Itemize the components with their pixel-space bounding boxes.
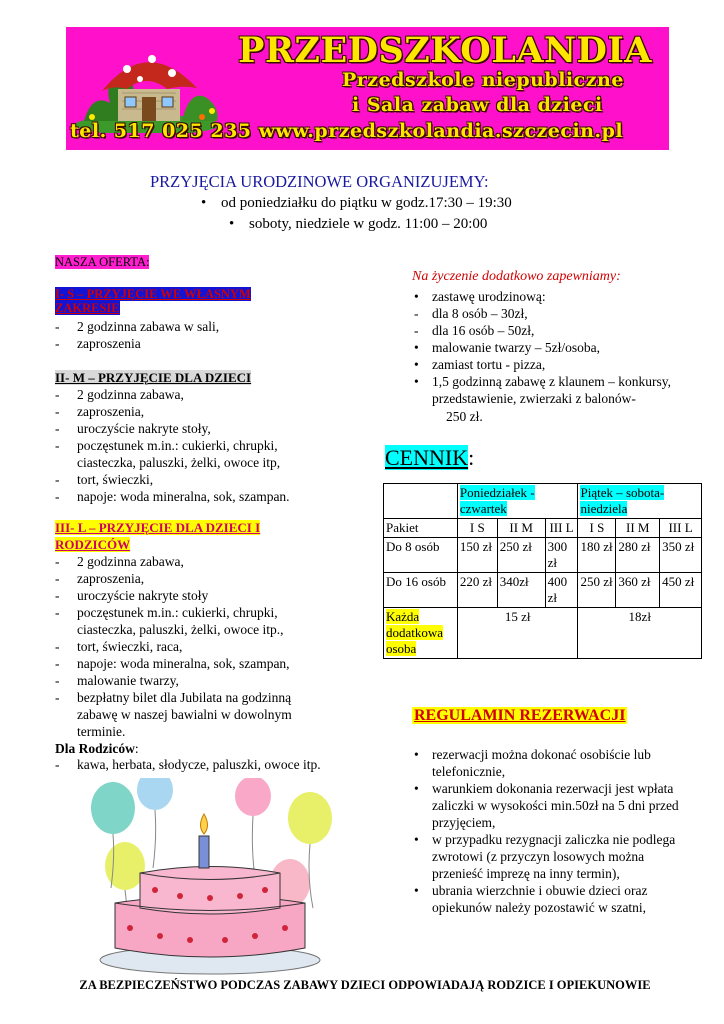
price-cell: 350 zł — [660, 538, 702, 573]
price-cell: 340zł — [497, 573, 545, 608]
list-item: - 2 godzinna zabawa, — [55, 553, 325, 570]
pricing-table — [383, 483, 702, 659]
package-m-list — [55, 386, 325, 505]
col-header: II M — [616, 519, 660, 538]
banner-title: PRZEDSZKOLANDIA — [238, 30, 652, 71]
cottage-logo-image — [72, 33, 222, 133]
price-cell: 18zł — [578, 608, 702, 659]
table-row — [384, 608, 702, 659]
list-item: - malowanie twarzy, — [55, 672, 325, 689]
col-header: III L — [545, 519, 578, 538]
extra-person-label: Każda dodatkowa osoba — [386, 609, 444, 656]
extras-list — [412, 288, 682, 407]
banner-contact: tel. 517 025 235 www.przedszkolandia.szczecin.pl — [70, 120, 624, 142]
list-item: - tort, świeczki, raca, — [55, 638, 325, 655]
price-cell: 280 zł — [616, 538, 660, 573]
list-item: - tort, świeczki, — [55, 471, 325, 488]
package-m-heading: II- M – PRZYJĘCIE DLA DZIECI — [55, 370, 252, 385]
list-item: - 2 godzinna zabawa w sali, — [55, 318, 335, 335]
price-cell: 15 zł — [457, 608, 578, 659]
list-item: - poczęstunek m.in.: cukierki, chrupki, ciasteczka, paluszki, żelki, owoce itp., — [55, 604, 325, 638]
list-item: • malowanie twarzy – 5zł/osoba, — [412, 339, 682, 356]
price-cell: 400 zł — [545, 573, 578, 608]
rules-heading: REGULAMIN REZERWACJI — [414, 707, 626, 724]
price-cell: 250 zł — [578, 573, 616, 608]
list-item: - zaproszenia, — [55, 403, 325, 420]
list-item: - dla 16 osób – 50zł, — [412, 322, 682, 339]
extras-heading: Na życzenie dodatkowo zapewniamy: — [412, 269, 621, 284]
banner-subtitle: Przedszkole niepubliczne — [342, 69, 624, 91]
banner-subtitle-2: i Sala zabaw dla dzieci — [352, 94, 603, 116]
package-l-heading: III- L – PRZYJĘCIE DLA DZIECI I RODZICÓW — [55, 520, 261, 552]
row-label: Do 8 osób — [384, 538, 458, 573]
price-cell: 360 zł — [616, 573, 660, 608]
list-item: - poczęstunek m.in.: cukierki, chrupki, ciasteczka, paluszki, żelki, owoce itp, — [55, 437, 325, 471]
table-row — [384, 484, 702, 519]
list-item: - zaproszenia, — [55, 570, 325, 587]
package-s-list — [55, 318, 335, 352]
table-row — [384, 573, 702, 608]
col-header: III L — [660, 519, 702, 538]
price-cell: 220 zł — [457, 573, 497, 608]
price-cell: 250 zł — [497, 538, 545, 573]
pricing-heading: CENNIK: — [385, 445, 475, 470]
list-item: • warunkiem dokonania rezerwacji jest wpłata zaliczki w wysokości min.50zł na 5 dni przed przyjęciem, — [412, 780, 682, 831]
rules-list — [412, 746, 682, 916]
col-header: I S — [457, 519, 497, 538]
birthday-cake-image — [85, 778, 335, 978]
list-item: - 2 godzinna zabawa, — [55, 386, 325, 403]
parents-label: Dla Rodziców: — [55, 741, 139, 756]
clown-price: 250 zł. — [446, 409, 483, 424]
list-item: - uroczyście nakryte stoły, — [55, 420, 325, 437]
row-header: Pakiet — [384, 519, 458, 538]
list-item: • zamiast tortu - pizza, — [412, 356, 682, 373]
list-item: • rezerwacji można dokonać osobiście lub telefonicznie, — [412, 746, 682, 780]
package-l-list — [55, 553, 325, 740]
list-item: - napoje: woda mineralna, sok, szampan. — [55, 488, 325, 505]
list-item: - zaproszenia — [55, 335, 335, 352]
offer-label: NASZA OFERTA: — [55, 255, 150, 269]
list-item: • 1,5 godzinną zabawę z klaunem – konkursy, przedstawienie, zwierzaki z balonów- — [412, 373, 682, 407]
parents-list — [55, 756, 355, 773]
footer-note: ZA BEZPIECZEŃSTWO PODCZAS ZABAWY DZIECI ODPOWIADAJĄ RODZICE I OPIEKUNOWIE — [79, 978, 651, 992]
table-row — [384, 538, 702, 573]
list-item: • zastawę urodzinową: — [412, 288, 682, 305]
list-item: • w przypadku rezygnacji zaliczka nie podlega zwrotowi (z przyczyn losowych można przenieść imprezę na inny termin), — [412, 831, 682, 882]
list-item: • ubrania wierzchnie i obuwie dzieci oraz opiekunów należy pozostawić w szatni, — [412, 882, 682, 916]
hours-weekdays: • od poniedziałku do piątku w godz.17:30 – 19:30 — [221, 195, 512, 212]
price-cell: 450 zł — [660, 573, 702, 608]
group-weekend: Piątek – sobota-niedziela — [580, 485, 665, 516]
header-banner — [66, 27, 669, 150]
row-label: Do 16 osób — [384, 573, 458, 608]
list-item: - uroczyście nakryte stoły — [55, 587, 325, 604]
list-item: - bezpłatny bilet dla Jubilata na godzinną zabawę w naszej bawialni w dowolnym terminie. — [55, 689, 325, 740]
price-cell: 180 zł — [578, 538, 616, 573]
hours-list — [221, 195, 512, 212]
page-heading: PRZYJĘCIA URODZINOWE ORGANIZUJEMY: — [150, 172, 489, 191]
list-item: - napoje: woda mineralna, sok, szampan, — [55, 655, 325, 672]
price-cell: 300 zł — [545, 538, 578, 573]
list-item: - dla 8 osób – 30zł, — [412, 305, 682, 322]
price-cell: 150 zł — [457, 538, 497, 573]
col-header: II M — [497, 519, 545, 538]
table-row — [384, 519, 702, 538]
package-s-heading: I- S – PRZYJĘCIE WE WŁASNYM ZAKRESIE — [55, 287, 251, 315]
hours-weekend: • soboty, niedziele w godz. 11:00 – 20:00 — [249, 216, 487, 233]
group-weekdays: Poniedziałek - czwartek — [459, 485, 535, 516]
list-item: - kawa, herbata, słodycze, paluszki, owoce itp. — [55, 756, 355, 773]
col-header: I S — [578, 519, 616, 538]
hours-list-2 — [249, 216, 487, 233]
